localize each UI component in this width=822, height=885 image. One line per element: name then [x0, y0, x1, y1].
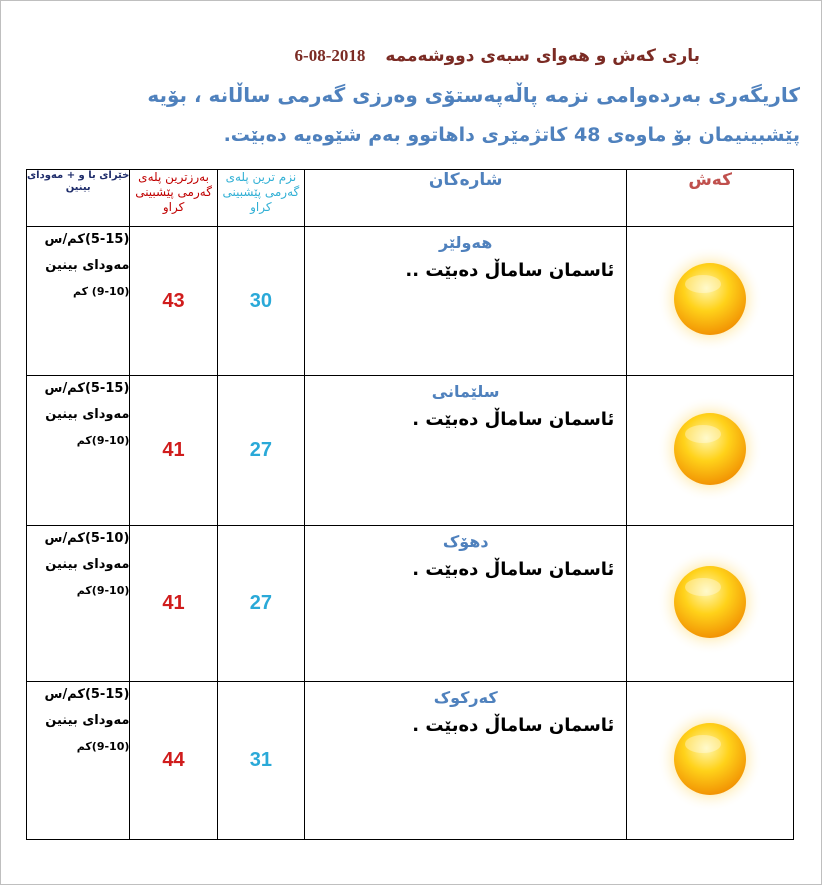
weather-description: ئاسمان ساماڵ دەبێت .: [412, 559, 615, 580]
visibility-label: مەودای بینین: [45, 557, 130, 572]
visibility-range: (9-10) کم: [72, 285, 130, 298]
sun-icon: [655, 547, 765, 661]
sun-icon: [655, 704, 765, 818]
wind-cell: [27, 376, 130, 526]
min-temp: 27: [217, 526, 304, 682]
min-temp: 30: [217, 227, 304, 376]
wind-cell: [27, 227, 130, 376]
forecast-intro-line-2: پێشبینیمان بۆ ماوەی 48 کاتژمێری داهاتوو بەم شێوەیە دەبێت.: [223, 124, 800, 146]
forecast-title: [0, 46, 700, 66]
wind-speed: (5-15)کم/س: [44, 232, 130, 247]
weather-description: ئاسمان ساماڵ دەبێت .: [412, 409, 615, 430]
header-weather: کەش: [627, 170, 794, 227]
max-temp: 43: [130, 227, 217, 376]
city-cell: [305, 682, 627, 840]
weather-icon-cell: [627, 376, 794, 526]
visibility-range: (9-10)کم: [76, 434, 130, 447]
visibility-range: (9-10)کم: [76, 584, 130, 597]
weather-description: ئاسمان ساماڵ دەبێت .: [412, 715, 615, 736]
city-cell: [305, 227, 627, 376]
city-cell: [305, 526, 627, 682]
max-temp: 44: [130, 682, 217, 840]
forecast-date: 2018-08-6: [294, 46, 366, 65]
visibility-label: مەودای بینین: [45, 713, 130, 728]
wind-cell: [27, 526, 130, 682]
header-max-temp: بەرزترین پلەی گەرمی پێشبینی کراو: [130, 170, 217, 227]
table-header-row: [27, 170, 794, 227]
max-temp: 41: [130, 526, 217, 682]
weather-icon-cell: [627, 227, 794, 376]
header-cities: شارەکان: [305, 170, 627, 227]
max-temp: 41: [130, 376, 217, 526]
city-name: کەرکوک: [433, 688, 498, 707]
sun-icon: [655, 244, 765, 358]
min-temp: 31: [217, 682, 304, 840]
weather-icon-cell: [627, 682, 794, 840]
weather-icon-cell: [627, 526, 794, 682]
city-name: هەولێر: [439, 233, 493, 252]
table-row: [27, 376, 794, 526]
header-min-temp: نزم ترین پلەی گەرمی پێشبینی کراو: [217, 170, 304, 227]
table-row: [27, 227, 794, 376]
city-name: سلێمانی: [431, 382, 500, 401]
city-name: دهۆک: [442, 532, 489, 551]
visibility-label: مەودای بینین: [45, 258, 130, 273]
wind-speed: (5-15)کم/س: [44, 687, 130, 702]
header-wind-visibility: خێرای با و + مەودای بینین: [27, 170, 130, 227]
table-row: [27, 526, 794, 682]
wind-cell: [27, 682, 130, 840]
visibility-label: مەودای بینین: [45, 407, 130, 422]
forecast-table: [26, 169, 794, 840]
weather-description: ئاسمان ساماڵ دەبێت ..: [405, 260, 615, 281]
wind-speed: (5-15)کم/س: [44, 381, 130, 396]
sun-icon: [655, 394, 765, 508]
city-cell: [305, 376, 627, 526]
forecast-intro-line-1: کاریگەری بەردەوامی نزمە پاڵەپەستۆی وەرزی گەرمی ساڵانە ، بۆیە: [147, 83, 800, 107]
forecast-title-text: باری کەش و هەوای سبەی دووشەممە: [385, 46, 700, 66]
min-temp: 27: [217, 376, 304, 526]
table-row: [27, 682, 794, 840]
wind-speed: (5-10)کم/س: [44, 531, 130, 546]
visibility-range: (9-10)کم: [76, 740, 130, 753]
